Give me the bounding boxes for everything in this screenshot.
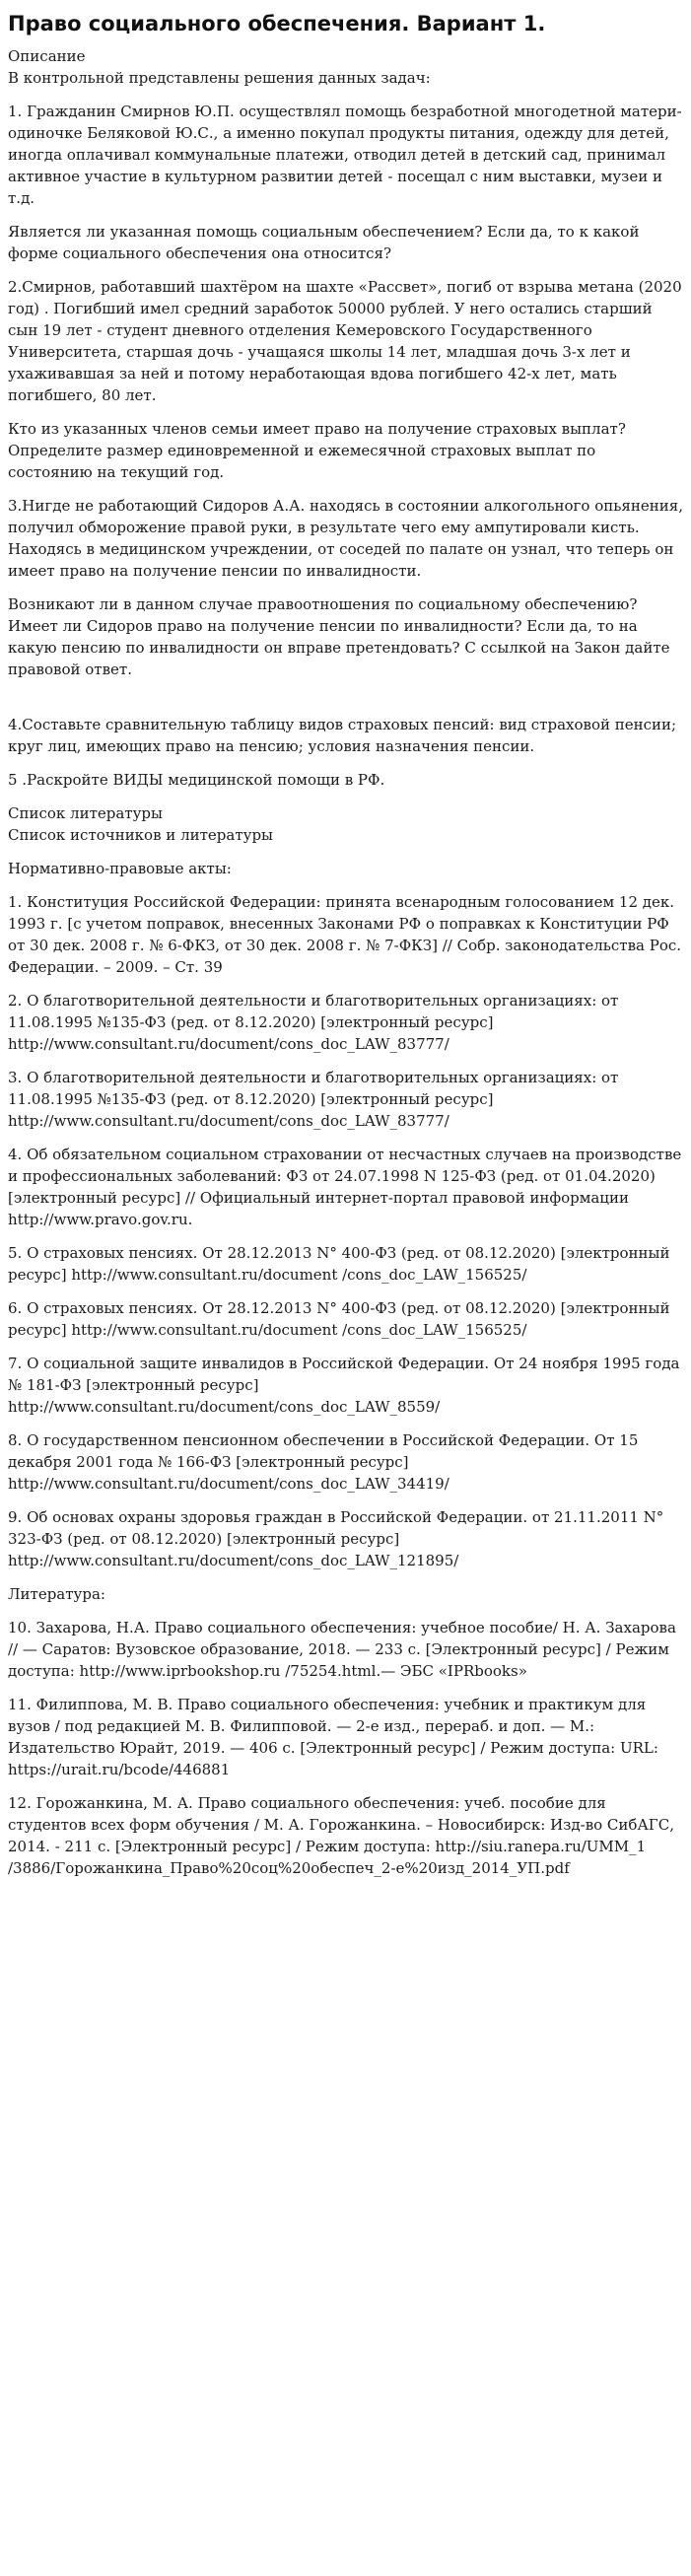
description-heading: Описание <box>8 47 86 65</box>
sources-heading: Список источников и литературы <box>8 826 273 844</box>
task-5: 5 .Раскройте ВИДЫ медицинской помощи в РФ. <box>8 771 385 789</box>
task-2: 2.Смирнов, работавший шахтёром на шахте «Рассвет», погиб от взрыва метана (2020 год) . Погибший имел средний заработок 50000 рублей. У него остались старший сын 19 лет - студент дневного отделения Кемеровского Государственного Университета, старшая дочь - учащаяся школы 14 лет, младшая дочь 3-х лет и ухаживавшая за ней и потому неработающая вдова погибшего 42-х лет, мать погибшего, 80 лет. <box>8 278 682 404</box>
normative-item-5: 5. О страховых пенсиях. От 28.12.2013 N° 400-ФЗ (ред. от 08.12.2020) [электронный ресурс] http://www.consultant.ru/document /cons_doc_LAW_156525/ <box>8 1244 670 1284</box>
normative-heading: Нормативно-правовые акты: <box>8 860 232 877</box>
normative-item-4: 4. Об обязательном социальном страховании от несчастных случаев на производстве и профессиональных заболеваний: ФЗ от 24.07.1998 N 125-ФЗ (ред. от 01.04.2020) [электронный ресурс] // Официальный интернет-портал правовой информации http://www.pravo.gov.ru. <box>8 1146 682 1228</box>
spacer <box>8 692 683 714</box>
task-1: 1. Гражданин Смирнов Ю.П. осуществлял помощь безработной многодетной матери-одиночке Беляковой Ю.С., а именно покупал продукты питания, одежду для детей, иногда оплачивал коммунальные платежи, отводил детей в детский сад, принимал активное участие в культурном развитии детей - посещал с ним выставки, музеи и т.д. <box>8 103 682 207</box>
normative-item-7: 7. О социальной защите инвалидов в Российской Федерации. От 24 ноября 1995 года № 181-ФЗ [электронный ресурс] http://www.consultant.ru/document/cons_doc_LAW_8559/ <box>8 1355 680 1416</box>
literature-list-heading: Список литературы <box>8 804 163 822</box>
literature-item-10: 10. Захарова, Н.А. Право социального обеспечения: учебное пособие/ Н. А. Захарова // — Саратов: Вузовское образование, 2018. — 233 с. [Электронный ресурс] / Режим доступа: http://www.iprbookshop.ru /75254.html.— ЭБС «IPRbooks» <box>8 1619 676 1680</box>
task-2-question: Кто из указанных членов семьи имеет право на получение страховых выплат? Определите размер единовременной и ежемесячной страховых выплат по состоянию на текущий год. <box>8 420 626 481</box>
normative-item-9: 9. Об основах охраны здоровья граждан в Российской Федерации. от 21.11.2011 N° 323-ФЗ (ред. от 08.12.2020) [электронный ресурс] http://www.consultant.ru/document/cons_doc_LAW_121895/ <box>8 1508 664 1569</box>
page-title: Право социального обеспечения. Вариант 1. <box>8 12 546 35</box>
normative-item-6: 6. О страховых пенсиях. От 28.12.2013 N° 400-ФЗ (ред. от 08.12.2020) [электронный ресурс] http://www.consultant.ru/document /cons_doc_LAW_156525/ <box>8 1299 670 1339</box>
task-3-question: Возникают ли в данном случае правоотношения по социальному обеспечению? Имеет ли Сидоров право на получение пенсии по инвалидности? Если да, то на какую пенсию по инвалидности он вправе претендовать? С ссылкой на Закон дайте правовой ответ. <box>8 595 670 678</box>
intro-text: В контрольной представлены решения данных задач: <box>8 69 431 87</box>
normative-item-3: 3. О благотворительной деятельности и благотворительных организациях: от 11.08.1995 №135-ФЗ (ред. от 8.12.2020) [электронный ресурс] http://www.consultant.ru/document/cons_doc_LAW_83777/ <box>8 1069 619 1130</box>
normative-item-8: 8. О государственном пенсионном обеспечении в Российской Федерации. От 15 декабря 2001 года № 166-ФЗ [электронный ресурс] http://www.consultant.ru/document/cons_doc_LAW_34419/ <box>8 1431 639 1493</box>
literature-item-11: 11. Филиппова, М. В. Право социального обеспечения: учебник и практикум для вузов / под редакцией М. В. Филипповой. — 2-е изд., перераб. и доп. — М.: Издательство Юрайт, 2019. — 406 с. [Электронный ресурс] / Режим доступа: URL: https://urait.ru/bcode/446881 <box>8 1696 658 1778</box>
task-4: 4.Составьте сравнительную таблицу видов страховых пенсий: вид страховой пенсии; круг лиц, имеющих право на пенсию; условия назначения пенсии. <box>8 716 677 755</box>
literature-heading: Литература: <box>8 1585 105 1603</box>
normative-item-2: 2. О благотворительной деятельности и благотворительных организациях: от 11.08.1995 №135-ФЗ (ред. от 8.12.2020) [электронный ресурс] http://www.consultant.ru/document/cons_doc_LAW_83777/ <box>8 992 619 1053</box>
normative-item-1: 1. Конституция Российской Федерации: принята всенародным голосованием 12 дек. 1993 г. [с учетом поправок, внесенных Законами РФ о поправках к Конституции РФ от 30 дек. 2008 г. № 6-ФКЗ, от 30 дек. 2008 г. № 7-ФКЗ] // Собр. законодательства Рос. Федерации. – 2009. – Ст. 39 <box>8 893 682 976</box>
task-3: 3.Нигде не работающий Сидоров А.А. находясь в состоянии алкогольного опьянения, получил обморожение правой руки, в результате чего ему ампутировали кисть. Находясь в медицинском учреждении, от соседей по палате он узнал, что теперь он имеет право на получение пенсии по инвалидности. <box>8 497 683 580</box>
task-1-question: Является ли указанная помощь социальным обеспечением? Если да, то к какой форме социального обеспечения она относится? <box>8 223 640 262</box>
literature-item-12: 12. Горожанкина, М. А. Право социального обеспечения: учеб. пособие для студентов всех форм обучения / М. А. Горожанкина. – Новосибирск: Изд-во СибАГС, 2014. - 211 с. [Электронный ресурс] / Режим доступа: http://siu.ranepa.ru/UMM_1 /3886/Горожанкина_Право%20соц%20обеспеч_2-е%20изд_2014_УП.pdf <box>8 1794 674 1877</box>
